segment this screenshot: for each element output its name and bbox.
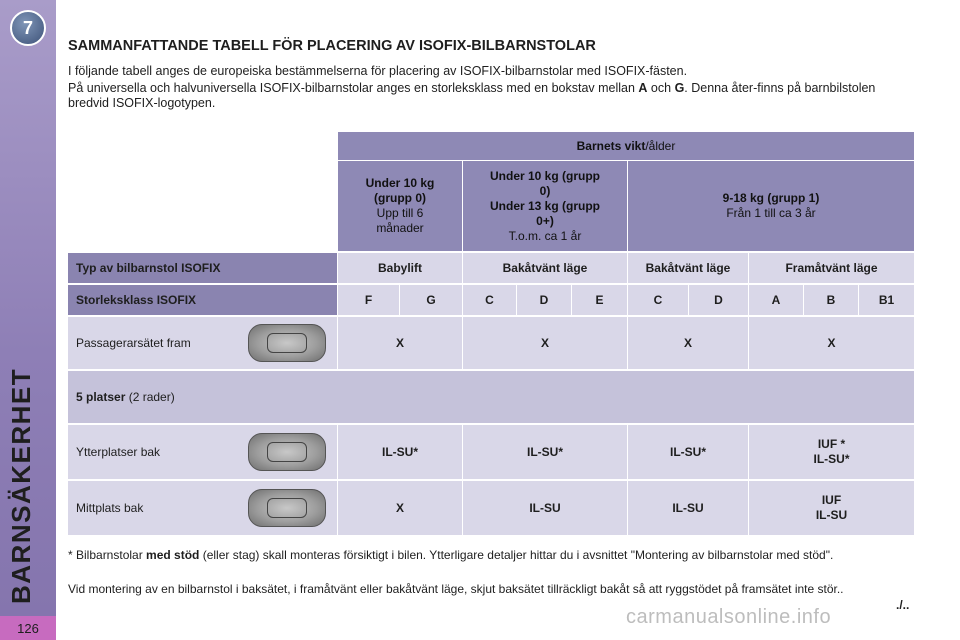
type-babylift: Babylift [338, 253, 462, 283]
outer-group0plus: IL-SU* [463, 425, 627, 479]
group-0plus-header: Under 10 kg (grupp 0) Under 13 kg (grupp 0+) T.o.m. ca 1 år [463, 161, 627, 251]
car-top-view-icon [248, 324, 326, 362]
weight-header: Barnets vikt/ålder [338, 132, 914, 160]
middle-group0: X [338, 481, 462, 535]
front-group0plus: X [463, 317, 627, 369]
size-row-label: Storleksklass ISOFIX [68, 285, 337, 315]
five-seats-section: 5 platser (2 rader) [68, 371, 914, 423]
group-0-header: Under 10 kg (grupp 0) Upp till 6 månader [338, 161, 462, 251]
middle-group0plus: IL-SU [463, 481, 627, 535]
middle-group1-forward: IUF IL-SU [749, 481, 914, 535]
chapter-badge-icon: 7 [10, 10, 46, 46]
car-top-view-icon [248, 433, 326, 471]
continued-marker: ./.. [896, 598, 910, 612]
size-c2: C [628, 285, 688, 315]
group-1-header: 9-18 kg (grupp 1) Från 1 till ca 3 år [628, 161, 914, 251]
type-rear-facing-2: Bakåtvänt läge [628, 253, 748, 283]
page-title: SAMMANFATTANDE TABELL FÖR PLACERING AV ISOFIX-BILBARNSTOLAR [68, 38, 596, 54]
chapter-title: BARNSÄKERHET [6, 367, 36, 604]
front-group1-forward: X [749, 317, 914, 369]
size-d2: D [689, 285, 748, 315]
intro-paragraph-1: I följande tabell anges de europeiska bestämmelserna för placering av ISOFIX-bilbarnstolar med ISOFIX-fästen. [68, 64, 688, 78]
car-top-view-icon [248, 489, 326, 527]
outer-group0: IL-SU* [338, 425, 462, 479]
outer-rear-label: Ytterplatser bak [68, 425, 337, 479]
size-b1: B1 [859, 285, 914, 315]
intro-paragraph-2: På universella och halvuniversella ISOFIX-bilbarnstolar anges en storleksklass med en bokstav mellan A och G. Denna åter-finns på barnbilstolen bredvid ISOFIX-logotypen. [68, 81, 876, 110]
size-f: F [338, 285, 399, 315]
watermark: carmanualsonline.info [626, 606, 832, 628]
size-a: A [749, 285, 803, 315]
final-paragraph: Vid montering av en bilbarnstol i baksätet, i framåtvänt eller bakåtvänt läge, skjut baksätet tillräckligt bakåt så att ryggstödet på framsätet inte stör.. [68, 582, 844, 596]
type-forward-facing: Framåtvänt läge [749, 253, 914, 283]
middle-rear-label: Mittplats bak [68, 481, 337, 535]
footnote: * Bilbarnstolar med stöd (eller stag) skall monteras försiktigt i bilen. Ytterligare detaljer hittar du i avsnittet "Montering av bilbarnstolar med stöd". [68, 548, 834, 562]
front-seat-label: Passagerarsätet fram [68, 317, 337, 369]
front-group0: X [338, 317, 462, 369]
size-e: E [572, 285, 627, 315]
middle-group1-rear: IL-SU [628, 481, 748, 535]
size-c: C [463, 285, 516, 315]
size-d: D [517, 285, 571, 315]
outer-group1-forward: IUF * IL-SU* [749, 425, 914, 479]
type-rear-facing-1: Bakåtvänt läge [463, 253, 627, 283]
chapter-sidebar [0, 0, 56, 640]
front-group1-rear: X [628, 317, 748, 369]
type-row-label: Typ av bilbarnstol ISOFIX [68, 253, 337, 283]
size-b: B [804, 285, 858, 315]
size-g: G [400, 285, 462, 315]
outer-group1-rear: IL-SU* [628, 425, 748, 479]
page-number: 126 [0, 616, 56, 640]
